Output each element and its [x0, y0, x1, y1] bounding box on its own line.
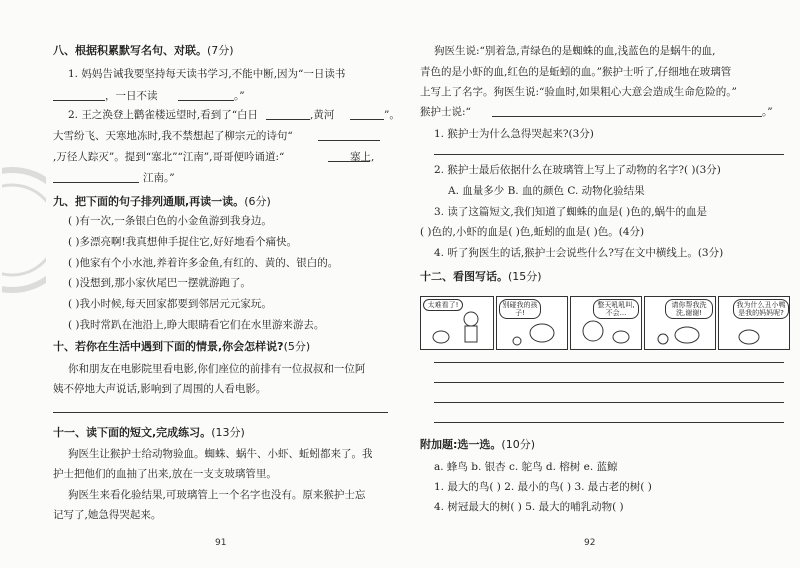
answer-line[interactable]: [434, 154, 784, 155]
passage-line: 狗医生来看化验结果,可玻璃管上一个名字也没有。原来猴护士忘: [68, 489, 366, 501]
answer-line[interactable]: [53, 412, 388, 413]
s8-line-3a: 2. 王之涣登上鹳雀楼远望时,看到了“白日: [68, 109, 259, 121]
blank[interactable]: [266, 119, 310, 120]
story-line: 狗医生说:“别着急,青绿色的是蜘蛛的血,浅蓝色的是蜗牛的血,: [434, 45, 716, 57]
extra-row-1[interactable]: 1. 最大的鸟( ) 2. 最小的鸟( ) 3. 最古老的树( ): [434, 481, 652, 493]
story-line: 上写上了名字。狗医生说:“验血时,如果粗心大意会造成生命危险的。”: [420, 86, 737, 98]
question-2: 2. 猴护士最后依据什么在玻璃管上写上了动物的名字?( )(3分): [434, 164, 721, 176]
passage-line: 狗医生让猴护士给动物验血。蜘蛛、蜗牛、小虾、蚯蚓都来了。我: [68, 448, 373, 460]
reorder-item[interactable]: ( )有一次,一条银白色的小金鱼游到我身边。: [68, 215, 272, 227]
writing-line[interactable]: [434, 382, 784, 383]
right-page: [400, 0, 800, 568]
speech-bubble: 整天吼吼叫,不会...: [593, 299, 639, 319]
section-10-title: 十、若你在生活中遇到下面的情景,你会怎样说?(5分): [53, 340, 311, 353]
reorder-item[interactable]: ( )我时常趴在池沿上,睁大眼睛看它们在水里游来游去。: [68, 319, 325, 331]
passage-line: 记写了,她急得哭起来。: [53, 509, 162, 521]
reorder-item[interactable]: ( )多漂亮啊!我真想伸手捉住它,好好地看个痛快。: [68, 236, 298, 248]
page-number: 91: [215, 538, 227, 548]
question-3-cont: ( )色的,小虾的血是( )色,蚯蚓的血是( )色。(4分): [420, 226, 645, 238]
question-4: 4. 听了狗医生的话,猴护士会说些什么?写在文中横线上。(3分): [434, 247, 724, 259]
writing-line[interactable]: [434, 362, 784, 363]
s8-line-3c: ”。: [384, 109, 400, 121]
comic-panel: [496, 296, 568, 350]
extra-section-title: 附加题:选一选。(10分): [420, 438, 535, 451]
s8-line-6: 江南。”: [143, 172, 175, 184]
school-seal-watermark: [2, 160, 46, 300]
writing-line[interactable]: [434, 402, 784, 403]
question-1: 1. 猴护士为什么急得哭起来?(3分): [434, 128, 594, 140]
s10-line-1: 你和朋友在电影院里看电影,你们座位的前排有一位叔叔和一位阿: [68, 363, 366, 375]
s8-line-1: 1. 妈妈告诫我要坚持每天读书学习,不能中断,因为“一日读书: [68, 68, 346, 80]
page-number: 92: [584, 538, 596, 548]
answer-line[interactable]: [492, 116, 762, 117]
story-line-end: 。”: [762, 106, 773, 118]
passage-line: 护士把他们的血抽了出来,放在一支支玻璃管里。: [53, 468, 277, 480]
speech-bubble: 太难看了!: [423, 299, 463, 311]
speech-bubble: 别碰我的孩子!: [499, 299, 541, 319]
speech-bubble: 我为什么丑小鸭是我的妈妈呢?: [733, 299, 789, 319]
question-3: 3. 读了这篇短文,我们知道了蜘蛛的血是( )色的,蜗牛的血是: [434, 206, 708, 218]
reorder-item[interactable]: ( )我小时候,每天回家都要到邻居元元家玩。: [68, 298, 272, 310]
section-9-title: 九、把下面的句子排列通顺,再读一读。(6分): [53, 195, 271, 208]
s8-line-4: 大雪纷飞、天寒地冻时,我不禁想起了柳宗元的诗句“: [53, 130, 293, 142]
section-12-title: 十二、看图写话。(15分): [420, 270, 542, 283]
comic-panel: [570, 296, 642, 350]
s8-line-2: ，一日不读: [105, 90, 158, 102]
story-line: 青色的是小虾的血,红色的是蚯蚓的血。”猴护士听了,仔细地在玻璃管: [420, 66, 732, 78]
blank[interactable]: [53, 100, 105, 101]
section-11-title: 十一、读下面的短文,完成练习。(13分): [53, 426, 245, 439]
question-2-choices[interactable]: A. 血量多少 B. 血的颜色 C. 动物化验结果: [448, 185, 645, 197]
blank[interactable]: [53, 182, 139, 183]
blank[interactable]: [318, 140, 380, 141]
extra-row-2[interactable]: 4. 树冠最大的树( ) 5. 最大的哺乳动物( ): [434, 501, 624, 513]
reorder-item[interactable]: ( )没想到,那小家伙尾巴一摆就游跑了。: [68, 277, 251, 289]
s8-line-5b: 塞上,: [350, 151, 375, 163]
s10-line-2: 姨不停地大声说话,影响到了周围的人看电影。: [53, 383, 267, 395]
blank[interactable]: [178, 100, 234, 101]
blank[interactable]: [350, 119, 384, 120]
s8-line-3b: ,黄河: [310, 109, 335, 121]
comic-panel: [718, 296, 790, 350]
section-8-title: 八、根据积累默写名句、对联。(7分): [53, 44, 234, 57]
speech-bubble: 请你帮我洗洗,谢谢!: [665, 299, 713, 319]
comic-panel: [420, 296, 494, 350]
story-line: 猴护士说:“: [420, 106, 471, 118]
comic-panel: [644, 296, 716, 350]
reorder-item[interactable]: ( )他家有个小水池,养着许多金鱼,有红的、黄的、银白的。: [68, 257, 339, 269]
extra-options: a. 蜂鸟 b. 银杏 c. 鸵鸟 d. 榕树 e. 蓝鲸: [434, 461, 618, 473]
s8-line-2-end: 。”: [234, 90, 245, 102]
s8-line-5: ,万径人踪灭”。提到“塞北”“江南”,哥哥便吟诵道:“: [53, 151, 285, 163]
writing-line[interactable]: [434, 422, 784, 423]
